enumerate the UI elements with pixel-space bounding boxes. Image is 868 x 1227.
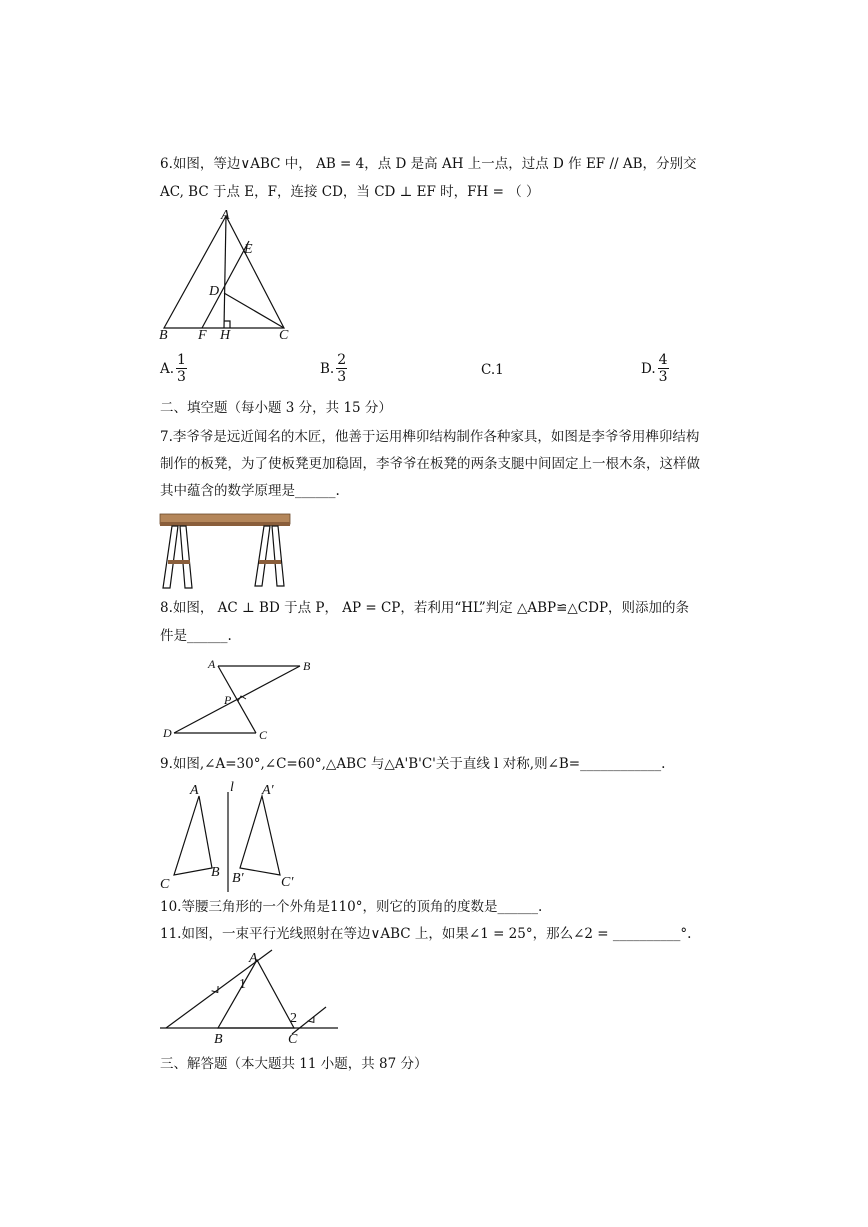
label-b: B xyxy=(303,659,311,673)
q8-figure xyxy=(160,655,320,745)
label-c: C xyxy=(279,328,289,343)
right-angle-mark xyxy=(224,321,230,328)
triangle-abc xyxy=(174,796,212,875)
q6-triangle-figure xyxy=(150,208,300,343)
bench-left-leg-a xyxy=(163,526,178,588)
label-a: A xyxy=(221,208,230,223)
q6-option-c xyxy=(481,362,504,378)
denominator: 3 xyxy=(337,369,347,385)
option-prefix: B. xyxy=(320,360,335,377)
label-a: A xyxy=(249,951,258,966)
label-c-prime: C′ xyxy=(281,875,294,890)
label-e: E xyxy=(244,242,253,257)
light-ray-right xyxy=(292,1007,326,1034)
q8-line-2: 件是______. xyxy=(160,628,232,644)
numerator: 1 xyxy=(177,352,186,368)
q9-line-1: 9.如图,∠A=30°,∠C=60°,△ABC 与△A'B'C'关于直线 l 对称,则∠B=____________. xyxy=(160,756,666,772)
bench-right-brace xyxy=(259,560,281,564)
option-value: 1 xyxy=(495,362,504,378)
bench-left-leg-b xyxy=(180,526,192,588)
label-f: F xyxy=(198,328,207,343)
label-2: 2 xyxy=(290,1011,297,1026)
q6-option-d xyxy=(641,352,669,385)
right-angle-mark xyxy=(238,696,246,701)
bench-right-leg-b xyxy=(272,526,284,586)
q6-option-a xyxy=(160,352,187,385)
denominator: 3 xyxy=(177,369,186,385)
option-prefix: D. xyxy=(641,360,656,377)
label-1: 1 xyxy=(239,977,246,992)
numerator: 4 xyxy=(658,352,668,368)
label-l: l xyxy=(230,780,234,795)
q9-figure xyxy=(158,778,308,894)
label-c: C xyxy=(288,1032,298,1047)
label-c: C xyxy=(259,728,268,742)
label-h: H xyxy=(220,328,231,343)
segment-bd xyxy=(174,666,300,733)
q6-option-b xyxy=(320,352,347,385)
label-b: B xyxy=(214,1032,223,1047)
bench-right-leg-a xyxy=(255,526,270,586)
option-prefix: A. xyxy=(160,360,175,377)
q7-line-2: 制作的板凳，为了使板凳更加稳固，李爷爷在板凳的两条支腿中间固定上一根木条，这样做 xyxy=(160,456,700,472)
fraction xyxy=(658,352,669,385)
q11-line-1: 11.如图，一束平行光线照射在等边∨ABC 上，如果∠1 = 25°，那么∠2 = __________°. xyxy=(160,926,692,942)
bench-image xyxy=(158,508,294,590)
label-d: D xyxy=(163,726,172,740)
q6-line-2: AC, BC 于点 E，F，连接 CD，当 CD ⊥ EF 时，FH = （ ） xyxy=(160,184,540,200)
option-prefix: C. xyxy=(481,362,496,378)
label-a: A xyxy=(190,783,199,798)
q6-line-1: 6.如图，等边∨ABC 中， AB = 4，点 D 是高 AH 上一点，过点 D 作 EF // AB，分别交 xyxy=(160,156,697,172)
fraction xyxy=(176,352,187,385)
triangle-abc xyxy=(218,960,294,1028)
section-3-heading: 三、解答题（本大题共 11 小题，共 87 分） xyxy=(160,1056,428,1072)
label-a: A xyxy=(208,657,216,671)
label-b: B xyxy=(159,328,168,343)
numerator: 2 xyxy=(337,352,347,368)
label-b: B xyxy=(211,865,220,880)
q8-line-1: 8.如图， AC ⊥ BD 于点 P， AP = CP，若利用“HL”判定 △ABP≌△CDP，则添加的条 xyxy=(160,600,690,616)
triangle-a2b2c2 xyxy=(240,796,280,875)
section-2-heading: 二、填空题（每小题 3 分，共 15 分） xyxy=(160,400,392,416)
fraction xyxy=(336,352,347,385)
label-p: P xyxy=(224,693,232,707)
q7-line-1: 7.李爷爷是远近闻名的木匠，他善于运用榫卯结构制作各种家具，如图是李爷爷用榫卯结构 xyxy=(160,429,700,445)
altitude-ah xyxy=(224,216,226,328)
label-a-prime: A′ xyxy=(262,783,274,798)
bench-left-brace xyxy=(168,560,190,564)
label-c: C xyxy=(160,877,170,892)
denominator: 3 xyxy=(658,369,668,385)
label-b-prime: B′ xyxy=(232,871,244,886)
label-d: D xyxy=(209,284,220,299)
q7-line-3: 其中蕴含的数学原理是______. xyxy=(160,483,340,499)
q10-line-1: 10.等腰三角形的一个外角是110°，则它的顶角的度数是______. xyxy=(160,899,543,915)
q11-figure xyxy=(158,948,342,1048)
